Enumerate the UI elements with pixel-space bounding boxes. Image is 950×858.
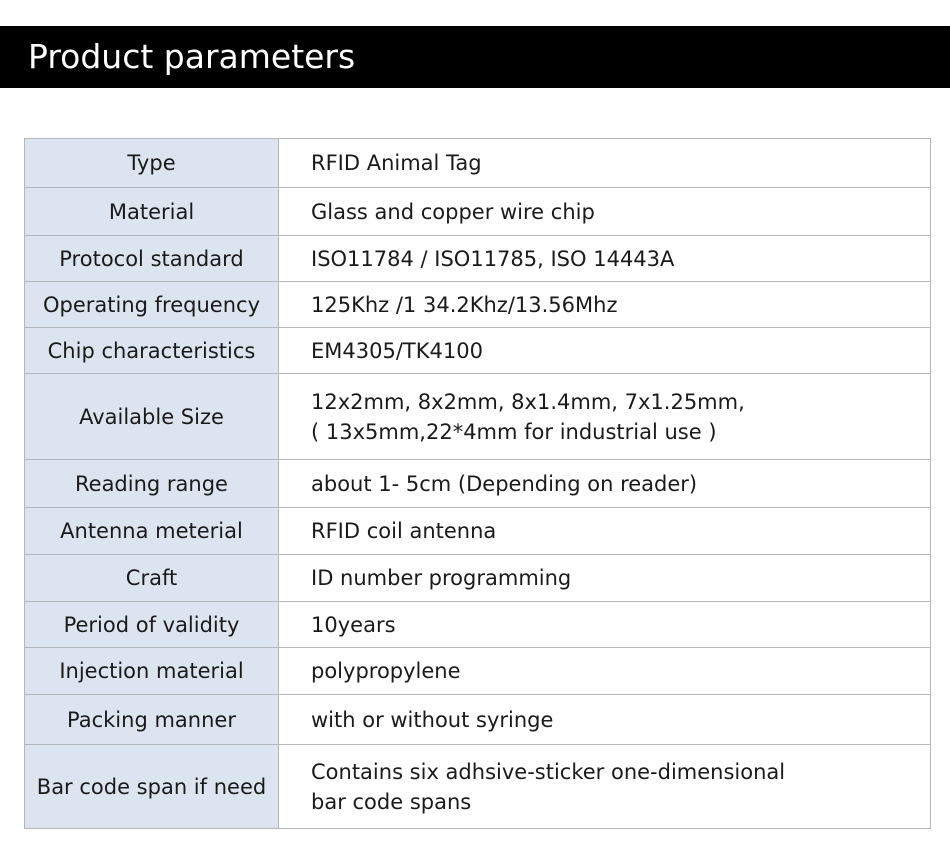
parameter-label: Operating frequency bbox=[25, 282, 279, 328]
product-parameters-table bbox=[24, 138, 931, 829]
parameter-value: RFID coil antenna bbox=[279, 508, 931, 555]
table-row bbox=[25, 328, 931, 374]
table-row bbox=[25, 139, 931, 188]
parameter-value: RFID Animal Tag bbox=[279, 139, 931, 188]
parameter-label: Type bbox=[25, 139, 279, 188]
parameter-value: Contains six adhsive-sticker one-dimensional bar code spans bbox=[279, 745, 931, 829]
parameter-value: about 1- 5cm (Depending on reader) bbox=[279, 460, 931, 508]
table-row bbox=[25, 460, 931, 508]
parameter-label: Antenna meterial bbox=[25, 508, 279, 555]
parameter-label: Bar code span if need bbox=[25, 745, 279, 829]
table-row bbox=[25, 188, 931, 236]
parameter-value: 125Khz /1 34.2Khz/13.56Mhz bbox=[279, 282, 931, 328]
header-bar bbox=[0, 26, 950, 88]
table-row bbox=[25, 282, 931, 328]
table-row bbox=[25, 695, 931, 745]
table-row bbox=[25, 648, 931, 695]
table-row bbox=[25, 602, 931, 648]
parameter-value: 12x2mm, 8x2mm, 8x1.4mm, 7x1.25mm, ( 13x5mm,22*4mm for industrial use ) bbox=[279, 374, 931, 460]
table-row bbox=[25, 555, 931, 602]
table-row bbox=[25, 508, 931, 555]
parameter-value: Glass and copper wire chip bbox=[279, 188, 931, 236]
parameter-value: EM4305/TK4100 bbox=[279, 328, 931, 374]
parameter-label: Protocol standard bbox=[25, 236, 279, 282]
table-row bbox=[25, 236, 931, 282]
parameter-value: with or without syringe bbox=[279, 695, 931, 745]
parameter-label: Craft bbox=[25, 555, 279, 602]
table-row bbox=[25, 374, 931, 460]
parameter-label: Chip characteristics bbox=[25, 328, 279, 374]
parameter-label: Period of validity bbox=[25, 602, 279, 648]
parameter-value: ISO11784 / ISO11785, ISO 14443A bbox=[279, 236, 931, 282]
parameter-value: 10years bbox=[279, 602, 931, 648]
parameter-label: Material bbox=[25, 188, 279, 236]
page-title: Product parameters bbox=[28, 37, 356, 76]
parameter-label: Available Size bbox=[25, 374, 279, 460]
parameter-label: Reading range bbox=[25, 460, 279, 508]
table-row bbox=[25, 745, 931, 829]
parameter-label: Injection material bbox=[25, 648, 279, 695]
parameter-label: Packing manner bbox=[25, 695, 279, 745]
parameter-value: ID number programming bbox=[279, 555, 931, 602]
parameter-value: polypropylene bbox=[279, 648, 931, 695]
